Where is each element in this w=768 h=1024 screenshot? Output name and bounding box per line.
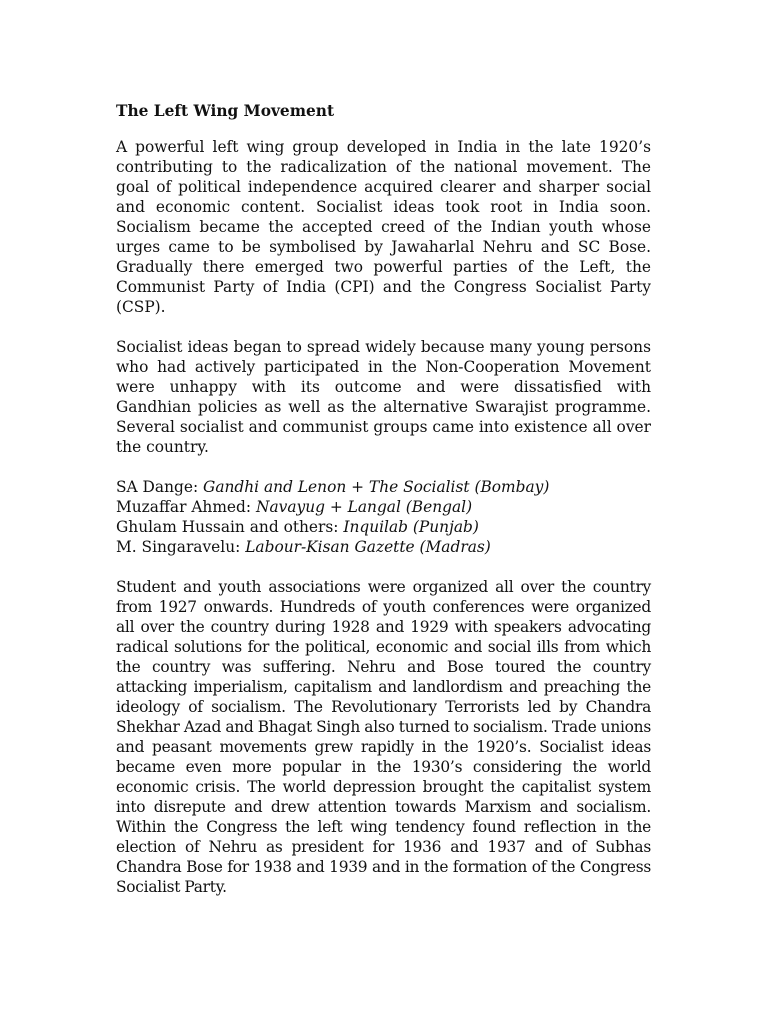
publication-title: Labour-Kisan Gazette (Madras) — [245, 538, 491, 556]
list-item — [116, 517, 651, 537]
list-item — [116, 497, 651, 517]
paragraph-socialist-ideas: Socialist ideas began to spread widely because many young persons who had actively participated in the Non-Cooperation Movement were unhappy with its outcome and were dissatisfied with Gandhian policies as well as the alternative Swarajist programme. Several socialist and communist groups came into existence all over the country. — [116, 338, 651, 456]
paragraph-youth-associations: Student and youth associations were organized all over the country from 1927 onwards. Hundreds of youth conferences were organized all over the country during 1928 and 1929 with speakers advocating radical solutions for the political, economic and social ills from which the country was suffering. Nehru and Bose toured the country attacking imperialism, capitalism and landlordism and preaching the ideology of socialism. The Revolutionary Terrorists led by Chandra Shekhar Azad and Bhagat Singh also turned to socialism. Trade unions and peasant movements grew rapidly in the 1920’s. Socialist ideas became even more popular in the 1930’s considering the world economic crisis. The world depression brought the capitalist system into disrepute and drew attention towards Marxism and socialism. Within the Congress the left wing tendency found reflection in the election of Nehru as president for 1936 and 1937 and of Subhas Chandra Bose for 1938 and 1939 and in the formation of the Congress Socialist Party. — [116, 578, 651, 896]
paragraph-intro: A powerful left wing group developed in India in the late 1920’s contributing to the radicalization of the national movement. The goal of political independence acquired clearer and sharper social and economic content. Socialist ideas took root in India soon. Socialism became the accepted creed of the Indian youth whose urges came to be symbolised by Jawaharlal Nehru and SC Bose. Gradually there emerged two powerful parties of the Left, the Communist Party of India (CPI) and the Congress Socialist Party (CSP). — [116, 138, 651, 316]
publication-person: Muzaffar Ahmed: — [116, 498, 256, 516]
document-title: The Left Wing Movement — [116, 102, 335, 120]
document-page — [116, 100, 651, 917]
list-item — [116, 477, 651, 497]
publication-person: M. Singaravelu: — [116, 538, 246, 556]
publications-list — [116, 477, 651, 557]
publication-title: Inquilab (Punjab) — [343, 518, 479, 536]
publication-person: Ghulam Hussain and others: — [116, 518, 344, 536]
publication-title: Gandhi and Lenon + The Socialist (Bombay) — [203, 478, 550, 496]
publication-person: SA Dange: — [116, 478, 204, 496]
list-item — [116, 537, 651, 557]
publication-title: Navayug + Langal (Bengal) — [255, 498, 473, 516]
